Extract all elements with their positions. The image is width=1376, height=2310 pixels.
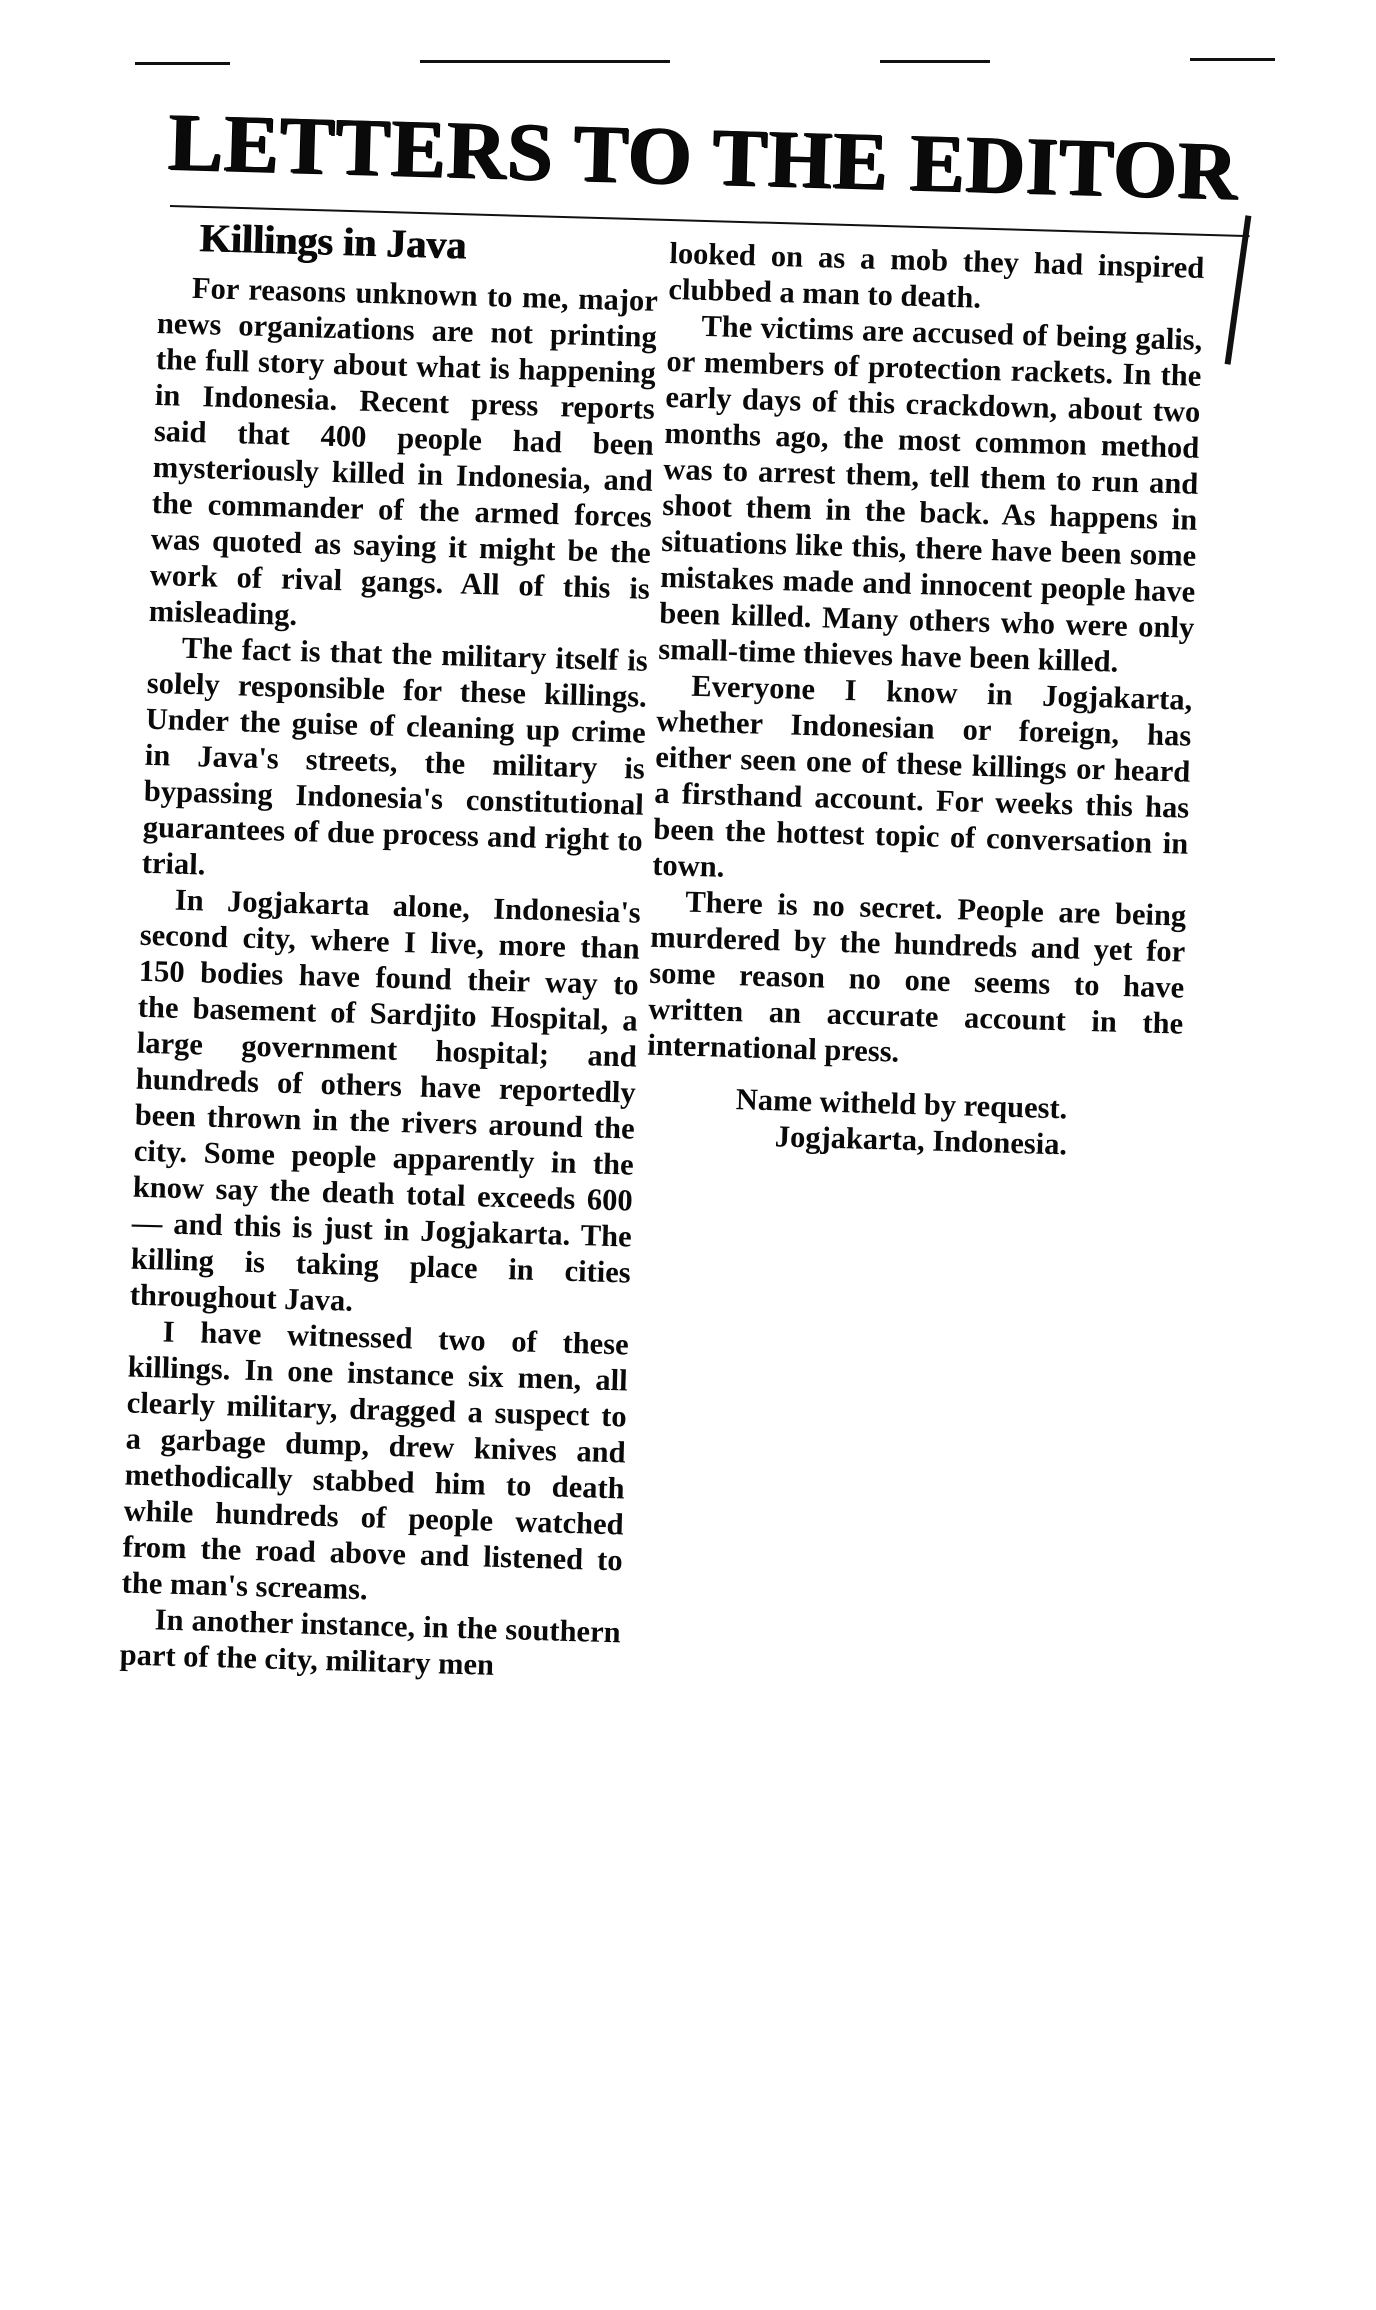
paragraph: I have witnessed two of these killings. In one instance six men, all clearly military, dragged a suspect to a garbage dump, drew knives and methodically stabbed him to death while hundreds of people watched from the road above and listened to the man's screams. xyxy=(121,1314,630,1607)
paragraph: The victims are accused of being galis, or members of protection rackets. In the early days of this crackdown, about two months ago, the most common method was to arrest them, tell them to run and shoot them in the back. As happens in situations like this, there have been some mistakes made and innocent people have been killed. Many others who were only small-time thieves have been killed. xyxy=(657,308,1203,679)
signature-name: Name witheld by request. xyxy=(735,1082,1068,1126)
top-rule-mid2 xyxy=(880,60,990,63)
masthead: LETTERS TO THE EDITOR xyxy=(167,95,1240,217)
paragraph: For reasons unknown to me, major news organizations are not printing the full story about what is happening in Indonesia. Recent press reports said that 400 people had been mysteriously killed in Indonesia, and the commander of the armed forces was quoted as saying it might be the work of rival gangs. All of this is misleading. xyxy=(148,270,659,632)
left-column xyxy=(119,215,660,1686)
paragraph: Everyone I know in Jogjakarta, whether Indonesian or foreign, has either seen one of these killings or heard a firsthand account. For weeks this has been the hottest topic of conversation in town. xyxy=(651,668,1193,884)
signature xyxy=(644,1079,1181,1166)
letter-headline: Killings in Java xyxy=(198,215,467,268)
top-rule-left xyxy=(135,62,230,65)
paragraph: The fact is that the military itself is solely responsible for these killings. Under the guise of cleaning up crime in Java's streets, the military is bypassing Indonesia's constitutional guarantees of due process and right to trial. xyxy=(141,630,649,882)
top-rule-right xyxy=(1190,58,1275,61)
paragraph: There is no secret. People are being murdered by the hundreds and yet for some reason no one seems to have written an accurate account in the international press. xyxy=(646,884,1187,1069)
paragraph: looked on as a mob they had inspired clubbed a man to death. xyxy=(668,235,1205,315)
clipping-edge-mark xyxy=(1225,215,1252,364)
top-rule-mid xyxy=(420,60,670,63)
newspaper-clipping xyxy=(119,95,1250,1735)
paragraph: In another instance, in the southern part of the city, military men xyxy=(119,1602,622,1682)
signature-location: Jogjakarta, Indonesia. xyxy=(774,1119,1068,1162)
paragraph: In Jogjakarta alone, Indonesia's second city, where I live, more than 150 bodies have found their way to the basement of Sardjito Hospital, a large government hospital; and hundreds of others have reportedly been thrown in the rivers around the city. Some people apparently in the know say the death total exceeds 600 — and this is just in Jogjakarta. The killing is taking place in cities throughout Java. xyxy=(129,882,642,1318)
right-column xyxy=(644,235,1204,1166)
